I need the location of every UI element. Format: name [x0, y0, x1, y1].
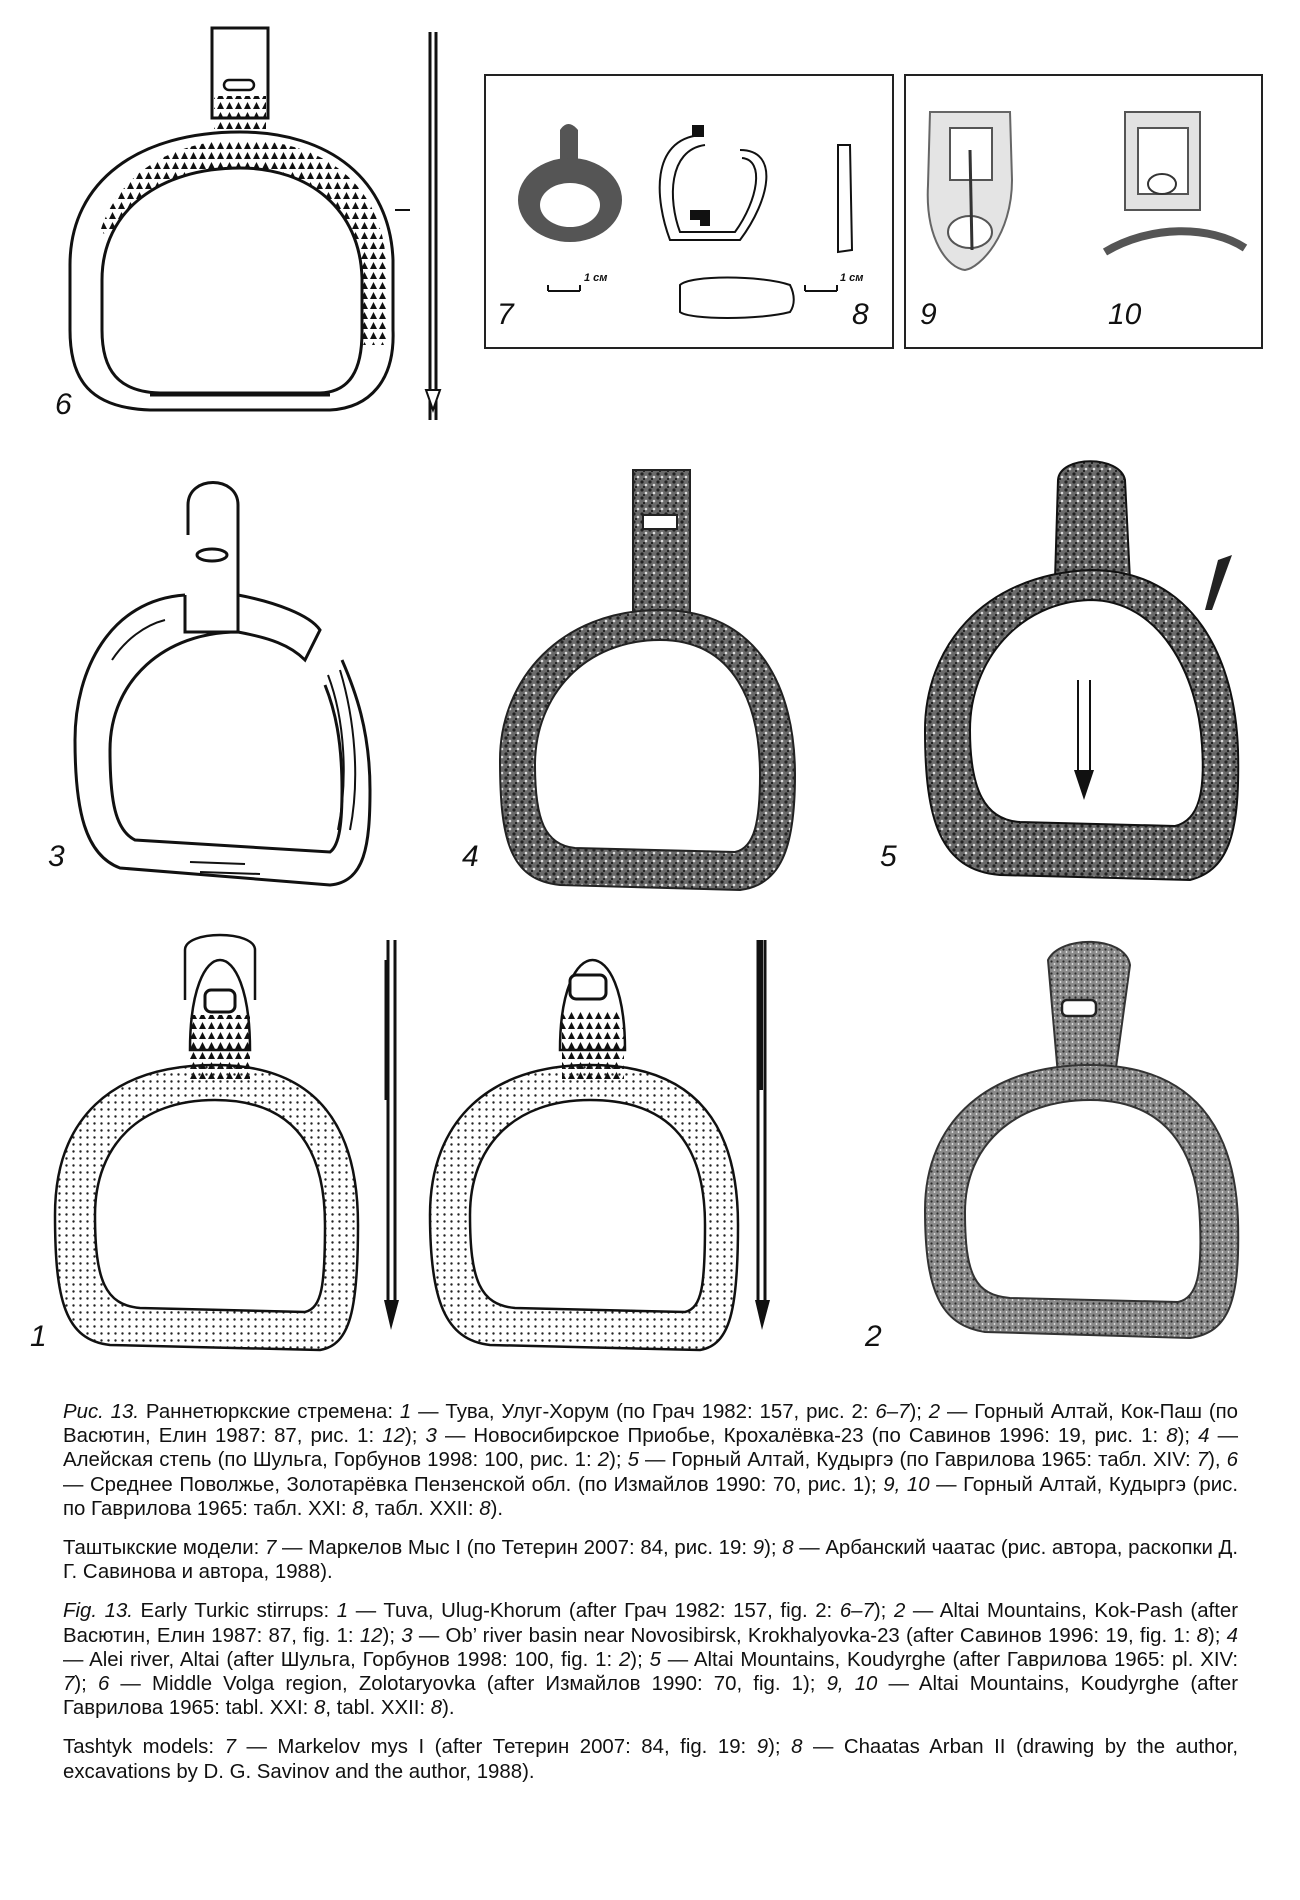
- caption-segment: 2: [928, 1401, 941, 1423]
- inset-9-10: [905, 75, 1262, 348]
- caption-segment: );: [404, 1425, 426, 1448]
- caption-segment: );: [630, 1648, 650, 1671]
- stirrup-6: [70, 28, 440, 420]
- caption-segment: 4: [1198, 1425, 1210, 1448]
- caption-segment: — Altai Mountains, Kok-Pash (after Васютин, Елин 1987: 87, fig. 1:: [63, 1600, 1238, 1647]
- caption-ru-tashtyk: [63, 1536, 1238, 1584]
- caption-segment: — Алейская степь (по Шульга, Горбунов 1998: 100, рис. 1:: [63, 1425, 1238, 1472]
- caption-segment: — Altai Mountains, Koudyrghe (after Гаврилова 1965: tabl. XXI:: [63, 1673, 1238, 1720]
- figure-number-9: 9: [920, 298, 937, 331]
- caption-segment: — Middle Volga region, Zolotaryovka (after Измайлов 1990: 70, fig. 1);: [109, 1673, 827, 1696]
- caption-segment: 8: [430, 1697, 443, 1720]
- caption-segment: 8: [313, 1697, 326, 1720]
- caption-en-main: [63, 1599, 1238, 1720]
- stirrup-1-view-b: [430, 940, 770, 1350]
- caption-segment: 2: [597, 1449, 610, 1472]
- caption-segment: , tabl. XXII:: [325, 1697, 431, 1720]
- caption-segment: 8: [1196, 1624, 1208, 1647]
- figure-number-8: 8: [852, 298, 869, 331]
- figure-number-6: 6: [55, 388, 72, 421]
- caption-segment: 1: [399, 1401, 412, 1423]
- figure-number-10: 10: [1108, 298, 1142, 331]
- caption-segment: );: [382, 1624, 402, 1647]
- caption-segment: Tashtyk models:: [63, 1736, 225, 1759]
- caption-segment: 9, 10: [826, 1673, 878, 1696]
- figure-number-5: 5: [880, 840, 897, 873]
- caption-segment: 8: [782, 1537, 794, 1560]
- figure-number-3: 3: [48, 840, 65, 873]
- caption-ru-main: [63, 1400, 1238, 1521]
- caption-segment: ),: [1208, 1449, 1227, 1472]
- caption-segment: 8: [352, 1497, 364, 1520]
- caption-segment: 5: [627, 1449, 639, 1472]
- caption-segment: — Ob’ river basin near Novosibirsk, Krokhalyovka-23 (after Савинов 1996: 19, fig. 1:: [412, 1624, 1197, 1647]
- figure-number-1: 1: [30, 1320, 47, 1353]
- caption-segment: 2: [893, 1600, 906, 1623]
- scale-label-8: 1 см: [840, 272, 864, 284]
- caption-segment: — Среднее Поволжье, Золотарёвка Пензенской обл. (по Измайлов 1990: 70, рис. 1);: [63, 1473, 884, 1496]
- caption-segment: );: [74, 1673, 98, 1696]
- caption-segment: 6: [97, 1673, 110, 1696]
- caption-segment: — Арбанский чаатас (рис. автора, раскопки Д. Г. Савинова и автора, 1988).: [63, 1537, 1239, 1584]
- caption-segment: 3: [425, 1425, 437, 1448]
- caption-segment: );: [909, 1401, 929, 1423]
- caption-segment: Таштыкские модели:: [63, 1537, 266, 1560]
- stirrup-3: [75, 483, 370, 886]
- caption-segment: — Chaatas Arban II (drawing by the author, excavations by D. G. Savinov and the author, 1988).: [63, 1736, 1238, 1783]
- caption-segment: — Tuva, Ulug-Khorum (after Грач 1982: 157, fig. 2:: [348, 1600, 840, 1623]
- caption-segment: Early Turkic stirrups:: [132, 1600, 337, 1623]
- caption-segment: Рис. 13.: [63, 1401, 140, 1423]
- caption-segment: 1: [336, 1600, 349, 1623]
- caption-segment: );: [609, 1449, 628, 1472]
- caption-segment: );: [764, 1537, 783, 1560]
- stirrup-1: [55, 935, 399, 1350]
- caption-segment: 9: [756, 1736, 769, 1759]
- caption-segment: 6: [1226, 1449, 1239, 1472]
- caption-segment: 7: [1196, 1449, 1209, 1472]
- caption-segment: 8: [791, 1736, 803, 1759]
- caption-segment: — Горный Алтай, Кудыргэ (рис. по Гаврилова 1965: табл. XXI:: [63, 1473, 1238, 1520]
- caption-en-tashtyk: [63, 1735, 1238, 1783]
- caption-segment: 12: [359, 1624, 383, 1647]
- caption-segment: 8: [1166, 1425, 1178, 1448]
- figure-captions: [63, 1400, 1238, 1799]
- caption-segment: Раннетюркские стремена:: [139, 1401, 400, 1423]
- caption-segment: );: [873, 1600, 894, 1623]
- caption-segment: );: [1207, 1624, 1227, 1647]
- caption-segment: ).: [442, 1697, 455, 1720]
- caption-segment: 7: [63, 1673, 75, 1696]
- inset-7-8: [485, 75, 893, 348]
- caption-segment: — Altai Mountains, Koudyrghe (after Гаврилова 1965: pl. XIV:: [660, 1648, 1238, 1671]
- caption-segment: — Тува, Улуг-Хорум (по Грач 1982: 157, рис. 2:: [411, 1401, 876, 1423]
- caption-segment: 9: [752, 1537, 765, 1560]
- caption-segment: 6–7: [875, 1401, 910, 1423]
- scale-label-7: 1 см: [584, 272, 608, 284]
- stirrup-5: [925, 461, 1238, 880]
- figure-number-2: 2: [865, 1320, 882, 1353]
- caption-segment: — Новосибирское Приобье, Крохалёвка-23 (по Савинов 1996: 19, рис. 1:: [436, 1425, 1167, 1448]
- caption-segment: 6–7: [839, 1600, 874, 1623]
- caption-segment: ).: [490, 1497, 504, 1520]
- caption-segment: 5: [649, 1648, 661, 1671]
- caption-segment: 4: [1226, 1624, 1239, 1647]
- caption-segment: — Маркелов Мыс I (по Тетерин 2007: 84, рис. 19:: [276, 1537, 753, 1560]
- figure-number-7: 7: [497, 298, 514, 331]
- figure-number-4: 4: [462, 840, 479, 873]
- caption-segment: — Alei river, Altai (after Шульга, Горбунов 1998: 100, fig. 1:: [63, 1648, 619, 1671]
- caption-segment: 12: [382, 1425, 405, 1448]
- stirrup-2: [925, 942, 1238, 1338]
- caption-segment: — Горный Алтай, Кок-Паш (по Васютин, Елин 1987: 87, рис. 1:: [63, 1401, 1238, 1448]
- caption-segment: 3: [401, 1624, 413, 1647]
- caption-segment: 7: [224, 1736, 236, 1759]
- stirrup-4: [500, 470, 795, 890]
- caption-segment: Fig. 13.: [63, 1600, 133, 1623]
- caption-segment: — Горный Алтай, Кудыргэ (по Гаврилова 1965: табл. XIV:: [638, 1449, 1197, 1472]
- caption-segment: 2: [618, 1648, 631, 1671]
- caption-segment: 8: [479, 1497, 491, 1520]
- caption-segment: );: [768, 1736, 792, 1759]
- caption-segment: );: [1177, 1425, 1199, 1448]
- caption-segment: , табл. XXII:: [363, 1497, 480, 1520]
- caption-segment: 7: [265, 1537, 277, 1560]
- caption-segment: 9, 10: [883, 1473, 930, 1496]
- caption-segment: — Markelov mys I (after Тетерин 2007: 84, fig. 19:: [235, 1736, 757, 1759]
